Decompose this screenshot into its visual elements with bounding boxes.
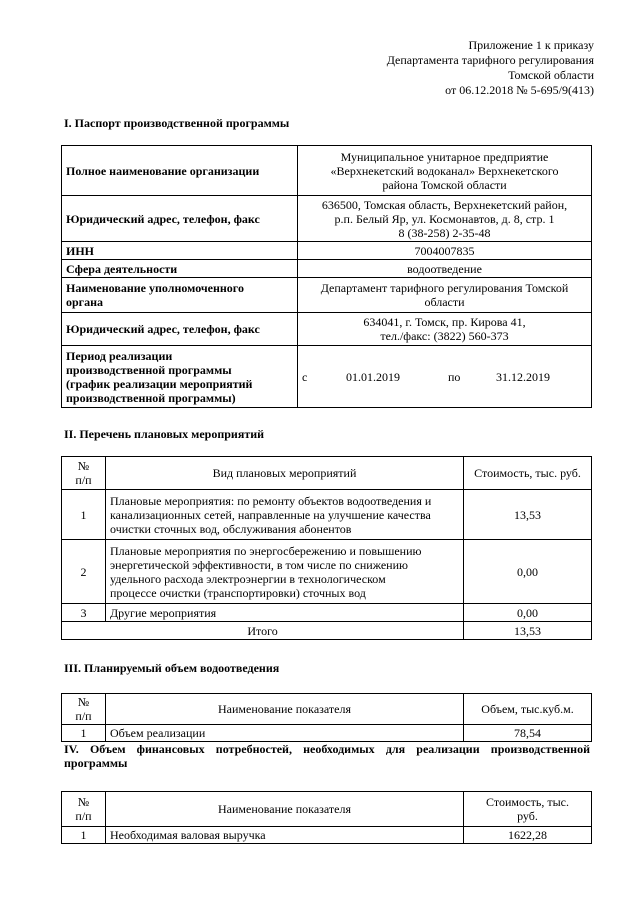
period-from-word: с <box>302 369 308 384</box>
table-row <box>62 242 592 260</box>
row-num: 1 <box>62 490 106 540</box>
row-value <box>298 146 592 196</box>
col-header-num <box>62 694 106 725</box>
row-num: 1 <box>62 725 106 742</box>
table-row <box>62 725 592 742</box>
text-line: удельного расхода электроэнергии в технологическом <box>110 571 386 586</box>
table-row <box>62 313 592 346</box>
header-line: № <box>77 695 90 709</box>
appendix-date-line: от 06.12.2018 № 5-695/9(413) <box>445 83 594 97</box>
table-header-row <box>62 792 592 827</box>
row-cost: 13,53 <box>464 490 592 540</box>
value-line: тел./факс: (3822) 560-373 <box>380 329 509 343</box>
row-value <box>298 196 592 242</box>
value-line: области <box>424 295 465 309</box>
row-name <box>106 540 464 604</box>
value-line: 636500, Томская область, Верхнекетский район, <box>321 197 568 212</box>
period-from-date: 01.01.2019 <box>346 369 400 384</box>
value-line: Департамент тарифного регулирования Томской <box>320 281 569 295</box>
text-line: процессе очистки (транспортировки) сточных вод <box>110 585 366 600</box>
text-line: очистки сточных вод, обслуживания абонентов <box>110 521 352 536</box>
row-cost: 0,00 <box>464 604 592 622</box>
header-line: п/п <box>75 809 92 823</box>
appendix-line: Департамента тарифного регулирования <box>386 53 594 67</box>
row-label: Юридический адрес, телефон, факс <box>62 196 298 242</box>
label-line: Наименование уполномоченного <box>66 281 244 295</box>
table-row <box>62 346 592 408</box>
label-line: (график реализации мероприятий <box>66 376 253 391</box>
table-row <box>62 260 592 278</box>
header-line: № <box>77 795 90 809</box>
row-label: Юридический адрес, телефон, факс <box>62 313 298 346</box>
value-line: «Верхнекетский водоканал» Верхнекетского <box>330 163 559 178</box>
header-line: № <box>77 459 90 473</box>
row-label: Полное наименование организации <box>62 146 298 196</box>
financial-table <box>61 791 592 844</box>
row-num: 1 <box>62 827 106 844</box>
text-line: энергетической эффективности, в том числе по снижению <box>110 557 408 572</box>
table-row <box>62 278 592 313</box>
row-value: 1622,28 <box>464 827 592 844</box>
total-label: Итого <box>62 622 464 640</box>
label-line: производственной программы <box>66 362 232 377</box>
table-row <box>62 146 592 196</box>
header-line: Стоимость, тыс. <box>486 795 569 809</box>
passport-table <box>61 145 592 408</box>
appendix-line: Томской области <box>508 68 594 82</box>
period-value <box>298 346 592 408</box>
col-header-name: Наименование показателя <box>106 792 464 827</box>
table-row <box>62 540 592 604</box>
row-cost: 0,00 <box>464 540 592 604</box>
col-header-num <box>62 792 106 827</box>
period-to-date: 31.12.2019 <box>496 369 550 384</box>
text-line: канализационных сетей, направленные на улучшение качества <box>110 507 431 522</box>
header-line: руб. <box>517 809 538 823</box>
text-line: Плановые мероприятия по энергосбережению и повышению <box>110 543 422 558</box>
appendix-line: Приложение 1 к приказу <box>468 38 594 52</box>
section-2-title: II. Перечень плановых мероприятий <box>64 427 265 441</box>
row-num: 2 <box>62 540 106 604</box>
row-label: ИНН <box>62 242 298 260</box>
value-line: 8 (38-258) 2-35-48 <box>398 225 491 240</box>
row-value: 78,54 <box>464 725 592 742</box>
title-line: IV. Объем финансовых потребностей, необходимых для реализации производственной <box>64 742 590 756</box>
table-row <box>62 827 592 844</box>
period-to-word: по <box>448 369 461 384</box>
row-value: 7004007835 <box>298 242 592 260</box>
row-name: Необходимая валовая выручка <box>106 827 464 844</box>
volume-table <box>61 693 592 742</box>
col-header-name: Вид плановых мероприятий <box>106 457 464 490</box>
col-header-num <box>62 457 106 490</box>
label-line: органа <box>66 295 104 309</box>
table-row <box>62 490 592 540</box>
table-row <box>62 196 592 242</box>
measures-table <box>61 456 592 640</box>
col-header-cost: Стоимость, тыс. руб. <box>464 457 592 490</box>
col-header-value <box>464 792 592 827</box>
header-line: п/п <box>75 709 92 723</box>
total-row <box>62 622 592 640</box>
section-1-title: I. Паспорт производственной программы <box>64 116 290 130</box>
col-header-name: Наименование показателя <box>106 694 464 725</box>
row-name: Объем реализации <box>106 725 464 742</box>
period-label <box>62 346 298 408</box>
table-header-row <box>62 694 592 725</box>
total-cost: 13,53 <box>464 622 592 640</box>
row-label: Сфера деятельности <box>62 260 298 278</box>
table-header-row <box>62 457 592 490</box>
section-4-title <box>64 742 590 770</box>
table-row <box>62 604 592 622</box>
label-line: Период реализации <box>66 348 173 363</box>
text-line: Плановые мероприятия: по ремонту объектов водоотведения и <box>110 493 432 508</box>
section-3-title: III. Планируемый объем водоотведения <box>64 661 280 675</box>
row-name <box>106 490 464 540</box>
row-value: водоотведение <box>298 260 592 278</box>
col-header-value: Объем, тыс.куб.м. <box>464 694 592 725</box>
row-name: Другие мероприятия <box>106 604 464 622</box>
value-line: Муниципальное унитарное предприятие <box>340 149 549 164</box>
row-value <box>298 313 592 346</box>
value-line: района Томской области <box>382 177 507 192</box>
title-line: программы <box>64 756 128 770</box>
row-value <box>298 278 592 313</box>
row-num: 3 <box>62 604 106 622</box>
value-line: р.п. Белый Яр, ул. Космонавтов, д. 8, стр. 1 <box>334 211 555 226</box>
value-line: 634041, г. Томск, пр. Кирова 41, <box>363 315 526 329</box>
row-label <box>62 278 298 313</box>
label-line: производственной программы) <box>66 390 236 405</box>
appendix-header <box>387 38 594 98</box>
header-line: п/п <box>75 473 92 487</box>
